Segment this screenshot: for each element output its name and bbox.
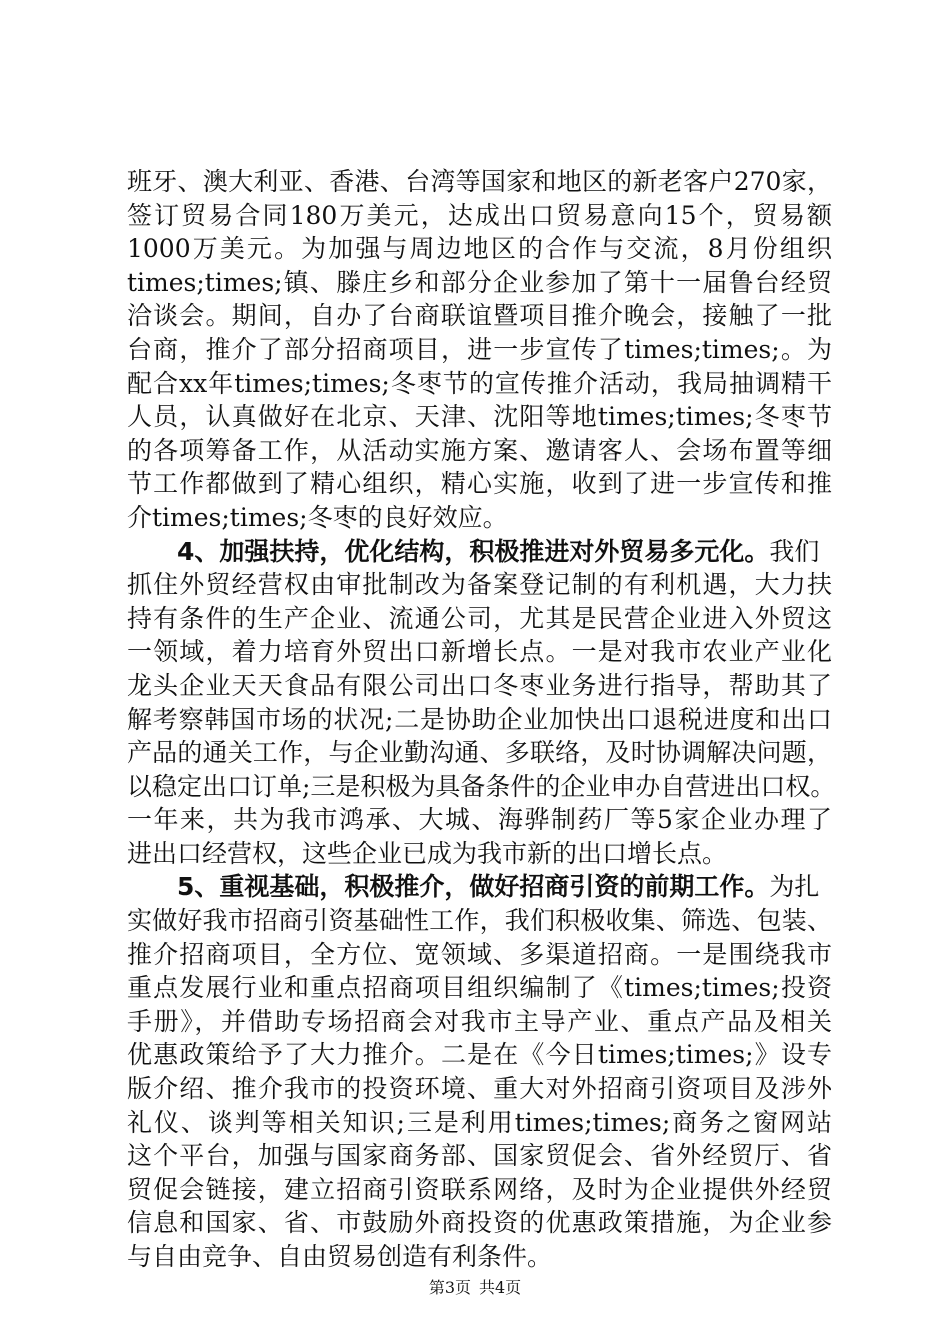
section-4-first-line [127, 535, 832, 569]
paragraph-line: 推介招商项目，全方位、宽领域、多渠道招商。一是围绕我市 [127, 939, 832, 969]
section-4-first-tail: 我们 [769, 536, 820, 566]
paragraph-line: 信息和国家、省、市鼓励外商投资的优惠政策措施，为企业参 [127, 1208, 832, 1238]
paragraph-line: times;times;镇、滕庄乡和部分企业参加了第十一届鲁台经贸 [127, 267, 832, 297]
paragraph-line: 解考察韩国市场的状况;二是协助企业加快出口退税进度和出口 [127, 704, 832, 734]
paragraph-line: 洽谈会。期间，自办了台商联谊暨项目推介晚会，接触了一批 [127, 301, 832, 331]
paragraph-line: 龙头企业天天食品有限公司出口冬枣业务进行指导，帮助其了 [127, 670, 832, 700]
paragraph-line: 人员，认真做好在北京、天津、沈阳等地times;times;冬枣节 [127, 402, 832, 432]
paragraph-line: 1000万美元。为加强与周边地区的合作与交流，8月份组织 [127, 234, 832, 264]
paragraph-line: 产品的通关工作，与企业勤沟通、多联络，及时协调解决问题， [127, 738, 832, 768]
paragraph-line: 版介绍、推介我市的投资环境、重大对外招商引资项目及涉外 [127, 1074, 832, 1104]
paragraph-line: 节工作都做到了精心组织，精心实施，收到了进一步宣传和推 [127, 469, 832, 499]
paragraph-line: 礼仪、谈判等相关知识;三是利用times;times;商务之窗网站 [127, 1107, 832, 1137]
paragraph-line: 这个平台，加强与国家商务部、国家贸促会、省外经贸厅、省 [127, 1141, 832, 1171]
page-number: 第3页 [428, 1278, 471, 1297]
paragraph-line: 的各项筹备工作，从活动实施方案、邀请客人、会场布置等细 [127, 435, 832, 465]
paragraph-line: 签订贸易合同180万美元，达成出口贸易意向15个，贸易额 [127, 200, 832, 230]
paragraph-line: 介times;times;冬枣的良好效应。 [127, 502, 508, 532]
paragraph-line: 以稳定出口订单;三是积极为具备条件的企业申办自营进出口权。 [127, 771, 836, 801]
paragraph-line: 贸促会链接，建立招商引资联系网络，及时为企业提供外经贸 [127, 1174, 832, 1204]
paragraph-line: 一领域，着力培育外贸出口新增长点。一是对我市农业产业化 [127, 637, 832, 667]
section-5-first-tail: 为扎 [769, 872, 820, 902]
paragraph-line: 台商，推介了部分招商项目，进一步宣传了times;times;。为 [127, 334, 832, 364]
document-body [127, 165, 836, 1274]
page-total: 共4页 [479, 1278, 522, 1297]
section-4-heading: 4、加强扶持，优化结构，积极推进对外贸易多元化。 [177, 536, 770, 566]
paragraph-line: 持有条件的生产企业、流通公司，尤其是民营企业进入外贸这 [127, 603, 832, 633]
paragraph-line: 优惠政策给予了大力推介。二是在《今日times;times;》设专 [127, 1040, 832, 1070]
paragraph-line: 配合xx年times;times;冬枣节的宣传推介活动，我局抽调精干 [127, 368, 832, 398]
section-5-heading: 5、重视基础，积极推介，做好招商引资的前期工作。 [177, 872, 770, 902]
paragraph-line: 与自由竞争、自由贸易创造有利条件。 [127, 1242, 553, 1271]
paragraph-line: 抓住外贸经营权由审批制改为备案登记制的有利机遇，大力扶 [127, 570, 832, 600]
paragraph-line: 一年来，共为我市鸿承、大城、海骅制药厂等5家企业办理了 [127, 805, 832, 835]
page-footer [0, 1278, 950, 1298]
paragraph-line: 重点发展行业和重点招商项目组织编制了《times;times;投资 [127, 973, 832, 1003]
section-5-first-line [127, 870, 832, 904]
paragraph-line: 手册》，并借助专场招商会对我市主导产业、重点产品及相关 [127, 1006, 832, 1036]
paragraph-line: 进出口经营权，这些企业已成为我市新的出口增长点。 [127, 838, 728, 868]
paragraph-line: 实做好我市招商引资基础性工作，我们积极收集、筛选、包装、 [127, 906, 832, 936]
paragraph-line: 班牙、澳大利亚、香港、台湾等国家和地区的新老客户270家， [127, 167, 832, 196]
